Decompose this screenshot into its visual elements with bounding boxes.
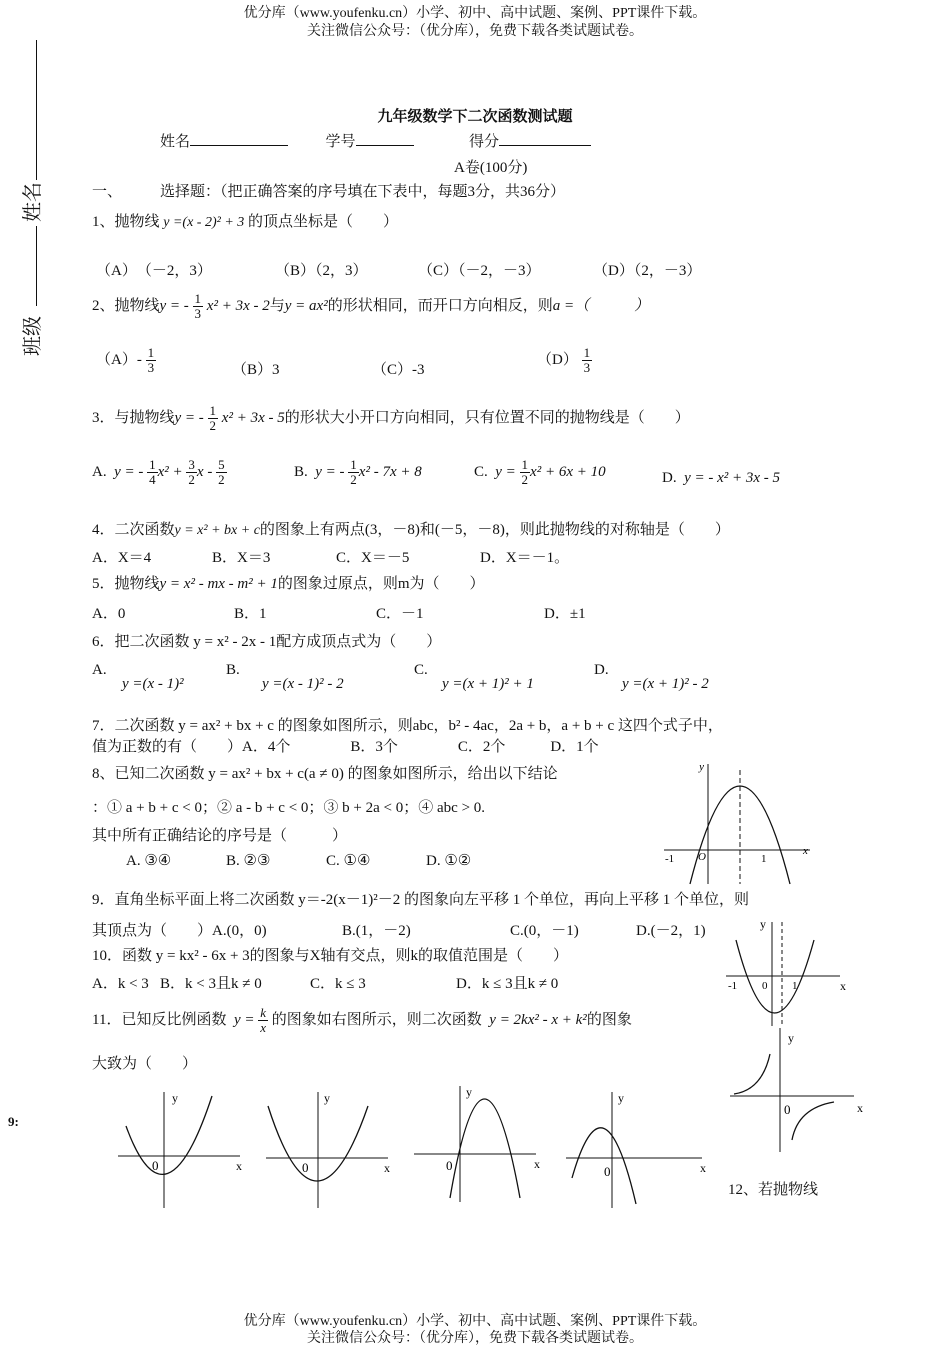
q1-formula: y =(x - 2)² + 3 [163, 215, 245, 230]
q8-option-c: C. ①④ [326, 853, 371, 869]
q6-label-a: A. [92, 662, 107, 678]
q12: 12、若抛物线 [728, 1182, 819, 1198]
part1-text: 选择题：（把正确答案的序号填在下表中，每题3分，共36分） [160, 184, 566, 200]
info-row [160, 130, 591, 151]
q1 [92, 210, 398, 231]
q6-label-d: D. [594, 662, 609, 678]
q5-option-d: D．±1 [544, 606, 586, 622]
info-name-label: 姓名 [160, 134, 191, 150]
q1-option-b: （B）（2，3） [275, 263, 368, 279]
q6-formula-b: y =(x - 1)² - 2 [262, 676, 344, 692]
q10-graph-origin: 0 [762, 980, 768, 992]
q6: 6．把二次函数 y = x² - 2x - 1配方成顶点式为（ ） [92, 634, 442, 650]
q5-option-a: A．0 [92, 606, 126, 622]
q1-pre: 1、抛物线 [92, 214, 160, 230]
q2 [92, 292, 649, 321]
info-number-label: 学号 [325, 134, 356, 150]
q10-graph-y-label: y [760, 917, 766, 931]
q6-label-b: B. [226, 662, 240, 678]
q8-graph [660, 756, 820, 886]
q11-ref-origin: 0 [784, 1102, 791, 1117]
q3-option-d: D. y = - x² + 3x - 5 [662, 470, 781, 486]
q2-pre: 2、抛物线 [92, 297, 160, 314]
q2-fraction: $\frac{1}{3}$ [194, 291, 202, 321]
q3: 3．与抛物线y = - $\frac{1}{2}$ x² + 3x - 5的形状大小开口方向相同，只有位置不同的抛物线是（ ） [92, 403, 690, 433]
q3-option-b: B. y = - $\frac{1}{2}$ x² - 7x + 8 [294, 457, 422, 487]
q2-formula-c: y = ax² [284, 297, 328, 314]
q8-graph-one: 1 [761, 853, 767, 865]
q2-mid: 与 [269, 297, 285, 314]
q11-ref-x-label: x [857, 1101, 863, 1115]
q8-line-1: 8、已知二次函数 y = ax² + bx + c(a ≠ 0) 的图象如图所示，给出以下结论 [92, 766, 558, 782]
page-title: 九年级数学下二次函数测试题 [377, 109, 573, 125]
q11-graph-b-y-label: y [324, 1091, 330, 1105]
q5-option-c: C．－1 [376, 606, 424, 622]
q11-graph-d-origin: 0 [604, 1164, 611, 1179]
q3-option-c: C. y = $\frac{1}{2}$ x² + 6x + 10 [474, 457, 606, 487]
q10: 10．函数 y = kx² - 6x + 3的图象与X轴有交点，则k的取值范围是（ ） [92, 948, 568, 964]
q8-graph-neg-one: -1 [665, 853, 675, 865]
q2-option-c: （C）-3 [372, 362, 425, 378]
q2-option-b: （B）3 [232, 362, 280, 378]
q3-option-a: A. y = - $\frac{1}{4}$ x² + $\frac{3}{2}$ x - $\frac{5}{2}$ [92, 457, 225, 487]
q11: 11．已知反比例函数 y = $\frac{k}{x}$ 的图象如右图所示，则二次函数 y = 2kx² - x + k²的图象 [92, 1005, 632, 1035]
footer-line-2: 关注微信公众号：（优分库），免费下载各类试题试卷。 [307, 1331, 643, 1346]
q8-graph-y-label: y [699, 761, 704, 773]
q8-graph-origin: O [698, 851, 706, 863]
q10-graph [726, 916, 850, 1028]
q11-graph-a-x-label: x [236, 1159, 242, 1173]
q11-graph-d-y-label: y [618, 1091, 624, 1105]
q6-formula-a: y =(x - 1)² [122, 676, 184, 692]
q8-graph-x-label: x [803, 845, 808, 857]
number-blank [356, 131, 414, 146]
q2-option-a: （A）- $\frac{1}{3}$ [96, 345, 155, 375]
q11-reference-graph [726, 1024, 866, 1154]
q2-post: 的形状相同，而开口方向相反，则 [327, 297, 553, 314]
q10-option-b: B．k < 3且k ≠ 0 [160, 976, 262, 992]
q11-graph-b-x-label: x [384, 1161, 390, 1175]
q7-line-2: 值为正数的有（ ）A．4个 B．3个 C．2个 D．1个 [92, 739, 599, 755]
q8-option-a: A. ③④ [126, 853, 172, 869]
q11-option-graph-d [562, 1086, 712, 1210]
q9-line-2: 其顶点为（ ）A.(0，0) [92, 923, 267, 939]
q4-option-a: A．X＝4 [92, 550, 152, 566]
q1-option-d: （D）（2，－3） [593, 263, 702, 279]
q11-graph-a-origin: 0 [152, 1158, 159, 1173]
section-a: A卷(100分) [454, 160, 528, 176]
q11-option-graph-a [114, 1086, 254, 1210]
q8-option-b: B. ②③ [226, 853, 271, 869]
q11-ref-y-label: y [788, 1031, 794, 1045]
name-blank [190, 131, 288, 146]
q10-graph-one: 1 [792, 980, 798, 992]
score-blank [499, 131, 591, 146]
side-class-label: 班级 [22, 316, 44, 356]
q4-option-c: C．X＝－5 [336, 550, 410, 566]
q11-line-2: 大致为（ ） [92, 1056, 198, 1072]
q5-option-b: B．1 [234, 606, 267, 622]
q9-line-1: 9．直角坐标平面上将二次函数 y＝-2(x－1)²－2 的图象向左平移 1 个单位，再向上平移 1 个单位，则 [92, 892, 749, 908]
q10-option-d: D．k ≤ 3且k ≠ 0 [456, 976, 559, 992]
q11-option-graph-b [262, 1086, 402, 1210]
q11-graph-c-y-label: y [466, 1085, 472, 1099]
q7-line-1: 7．二次函数 y = ax² + bx + c 的图象如图所示，则abc，b² - 4ac，2a + b，a + b + c 这四个式子中， [92, 718, 723, 734]
header-line-1: 优分库（www.youfenku.cn）小学、初中、高中试题、案例、PPT课件下载。 [243, 6, 707, 21]
q11-ref-branch-left [734, 1054, 770, 1094]
q1-post: 的顶点坐标是（ ） [248, 214, 399, 230]
q10-option-c: C．k ≤ 3 [310, 976, 366, 992]
q11-graph-d-x-label: x [700, 1161, 706, 1175]
q1-option-a: （A） （－2，3） [96, 263, 212, 279]
footer-line-1: 优分库（www.youfenku.cn）小学、初中、高中试题、案例、PPT课件下载。 [243, 1314, 707, 1329]
q2-tail: a =（ ） [552, 297, 650, 314]
side-name-label: 姓名 [22, 182, 44, 222]
q6-formula-c: y =(x + 1)² + 1 [442, 676, 534, 692]
q11-graph-a-parabola [126, 1096, 212, 1174]
q8-line-2: ：① a + b + c < 0；② a - b + c < 0；③ b + 2a < 0；④ abc > 0. [92, 800, 486, 816]
header-line-2: 关注微信公众号：（优分库），免费下载各类试题试卷。 [307, 24, 643, 39]
q9-option-b: B.(1，－2) [342, 923, 411, 939]
q11-graph-b-origin: 0 [302, 1160, 309, 1175]
q11-ref-branch-right [792, 1102, 834, 1140]
q5: 5．抛物线y = x² - mx - m² + 1的图象过原点，则m为（ ） [92, 576, 485, 592]
q2-option-d: （D） $\frac{1}{3}$ [537, 345, 591, 375]
q10-graph-neg-one: -1 [728, 980, 738, 992]
q9-option-c: C.(0，－1) [510, 923, 579, 939]
q9-option-d: D.(－2，1) [636, 923, 706, 939]
q4-option-d: D．X＝－1。 [480, 550, 570, 566]
q11-graph-a-y-label: y [172, 1091, 178, 1105]
q8-line-3: 其中所有正确结论的序号是（ ） [92, 828, 348, 844]
part1-num: 一、 [92, 184, 123, 200]
q6-formula-d: y =(x + 1)² - 2 [622, 676, 709, 692]
q6-label-c: C. [414, 662, 428, 678]
q11-graph-c-x-label: x [534, 1157, 540, 1171]
margin-mark: 9: [8, 1114, 19, 1129]
q11-option-graph-c [410, 1080, 550, 1204]
q11-graph-c-origin: 0 [446, 1158, 453, 1173]
q10-graph-x-label: x [840, 979, 846, 993]
q8-option-d: D. ①② [426, 853, 472, 869]
q1-option-c: （C）（－2，－3） [418, 263, 541, 279]
q2-formula-b: x² + 3x - 2 [206, 297, 270, 314]
margin-line-mid [36, 226, 37, 306]
q10-option-a: A．k < 3 [92, 976, 149, 992]
q2-formula-a: y = - [159, 297, 189, 314]
info-score-label: 得分 [469, 134, 500, 150]
q4: 4．二次函数y = x² + bx + c的图象上有两点(3，－8)和(－5，－8)，则此抛物线的对称轴是（ ） [92, 522, 730, 538]
q4-option-b: B．X＝3 [212, 550, 271, 566]
